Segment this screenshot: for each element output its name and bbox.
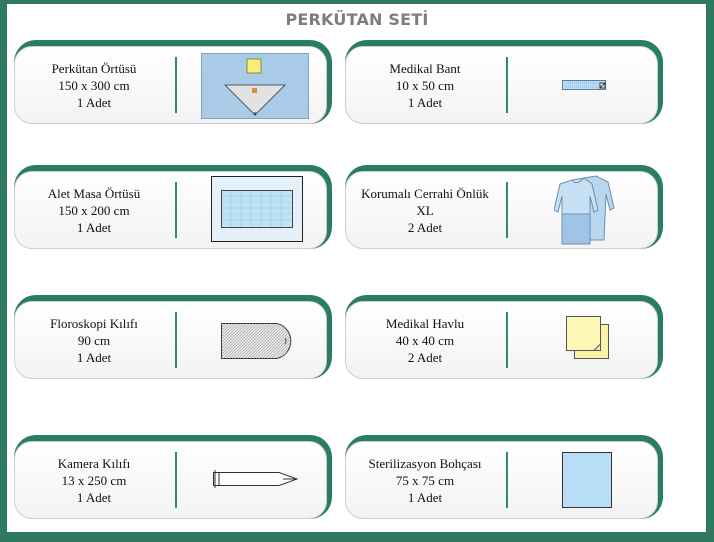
item-qty: 1 Adet (76, 349, 112, 365)
item-size: 75 x 75 cm (395, 472, 455, 488)
towel-icon (564, 314, 614, 364)
divider (506, 312, 508, 368)
item-card-alet-masa-ortusu (14, 165, 332, 249)
item-name: Floroskopi Kılıfı (50, 315, 138, 331)
item-label (15, 172, 173, 248)
item-qty: 1 Adet (407, 489, 443, 505)
item-label (15, 442, 173, 518)
item-size: XL (416, 202, 434, 218)
item-card-floroskopi-kilifi (14, 295, 332, 379)
item-size: 40 x 40 cm (395, 332, 455, 348)
item-card-medikal-bant (345, 40, 663, 124)
table-cover-icon (211, 176, 303, 242)
tape-icon (562, 78, 608, 92)
divider (175, 182, 177, 238)
item-size: 150 x 300 cm (58, 77, 130, 93)
item-card-korumali-cerrahi-onluk (345, 165, 663, 249)
divider (506, 182, 508, 238)
page-title: PERKÜTAN SETİ (285, 10, 429, 29)
camera-cover-icon (213, 468, 299, 490)
divider (506, 57, 508, 113)
item-name: Medikal Bant (389, 60, 461, 76)
item-size: 13 x 250 cm (61, 472, 127, 488)
item-label (15, 302, 173, 378)
item-size: 90 cm (77, 332, 111, 348)
item-name: Alet Masa Örtüsü (47, 185, 141, 201)
item-name: Kamera Kılıfı (57, 455, 131, 471)
item-label (346, 442, 504, 518)
divider (506, 452, 508, 508)
item-label (346, 172, 504, 248)
item-name: Medikal Havlu (385, 315, 465, 331)
divider (175, 312, 177, 368)
item-qty: 1 Adet (76, 489, 112, 505)
item-card-kamera-kilifi (14, 435, 332, 519)
surgical-gown-icon (554, 174, 618, 246)
item-name: Perkütan Örtüsü (51, 60, 137, 76)
item-card-sterilizasyon-bohcasi (345, 435, 663, 519)
item-qty: 1 Adet (407, 94, 443, 110)
item-name: Sterilizasyon Bohçası (368, 455, 482, 471)
item-qty: 2 Adet (407, 219, 443, 235)
sterilization-wrap-icon (562, 452, 612, 508)
fluoroscopy-cover-icon (221, 322, 297, 360)
item-label (15, 47, 173, 123)
item-label (346, 302, 504, 378)
item-name: Korumalı Cerrahi Önlük (361, 185, 489, 201)
item-size: 150 x 200 cm (58, 202, 130, 218)
item-card-perkutan-ortusu (14, 40, 332, 124)
item-qty: 2 Adet (407, 349, 443, 365)
item-size: 10 x 50 cm (395, 77, 455, 93)
item-qty: 1 Adet (76, 219, 112, 235)
divider (175, 57, 177, 113)
item-card-medikal-havlu (345, 295, 663, 379)
item-label (346, 47, 504, 123)
item-qty: 1 Adet (76, 94, 112, 110)
drape-icon (201, 53, 309, 119)
divider (175, 452, 177, 508)
